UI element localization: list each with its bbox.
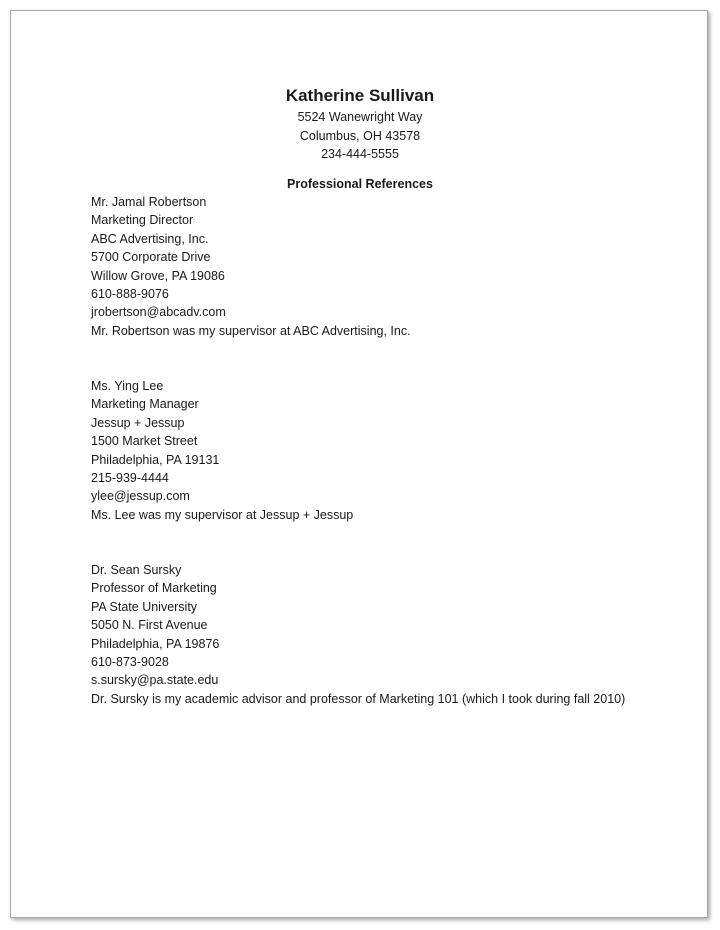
section-title: Professional References (287, 177, 433, 191)
reference-block (91, 561, 625, 708)
reference-company: Jessup + Jessup (91, 415, 185, 430)
reference-email: jrobertson@abcadv.com (91, 305, 226, 320)
reference-company: ABC Advertising, Inc. (91, 231, 209, 246)
reference-email: ylee@jessup.com (91, 489, 190, 504)
resume-header (0, 85, 720, 164)
reference-block (91, 193, 411, 340)
reference-street: 1500 Market Street (91, 434, 198, 449)
reference-email: s.sursky@pa.state.edu (91, 673, 219, 688)
reference-name: Dr. Sean Sursky (91, 563, 182, 577)
applicant-city-state-zip: Columbus, OH 43578 (299, 128, 421, 143)
applicant-phone: 234-444-5555 (321, 147, 399, 161)
reference-relationship: Ms. Lee was my supervisor at Jessup + Jessup (91, 507, 354, 522)
reference-street: 5050 N. First Avenue (91, 618, 208, 633)
reference-city-state-zip: Willow Grove, PA 19086 (91, 268, 225, 283)
applicant-name: Katherine Sullivan (285, 86, 435, 105)
reference-phone: 610-888-9076 (91, 287, 169, 302)
reference-title: Marketing Director (91, 213, 194, 228)
reference-city-state-zip: Philadelphia, PA 19131 (91, 452, 220, 467)
reference-name: Ms. Ying Lee (91, 379, 164, 393)
reference-relationship: Mr. Robertson was my supervisor at ABC Advertising, Inc. (91, 323, 411, 338)
reference-company: PA State University (91, 599, 198, 614)
reference-relationship: Dr. Sursky is my academic advisor and professor of Marketing 101 (which I took during fall 2010) (91, 691, 626, 706)
reference-phone: 215-939-4444 (91, 471, 169, 486)
reference-city-state-zip: Philadelphia, PA 19876 (91, 636, 220, 651)
reference-name: Mr. Jamal Robertson (91, 195, 207, 209)
reference-phone: 610-873-9028 (91, 655, 169, 670)
reference-street: 5700 Corporate Drive (91, 250, 211, 265)
reference-title: Professor of Marketing (91, 581, 217, 596)
reference-block (91, 377, 353, 524)
applicant-address: 5524 Wanewright Way (297, 110, 423, 124)
reference-title: Marketing Manager (91, 397, 199, 412)
